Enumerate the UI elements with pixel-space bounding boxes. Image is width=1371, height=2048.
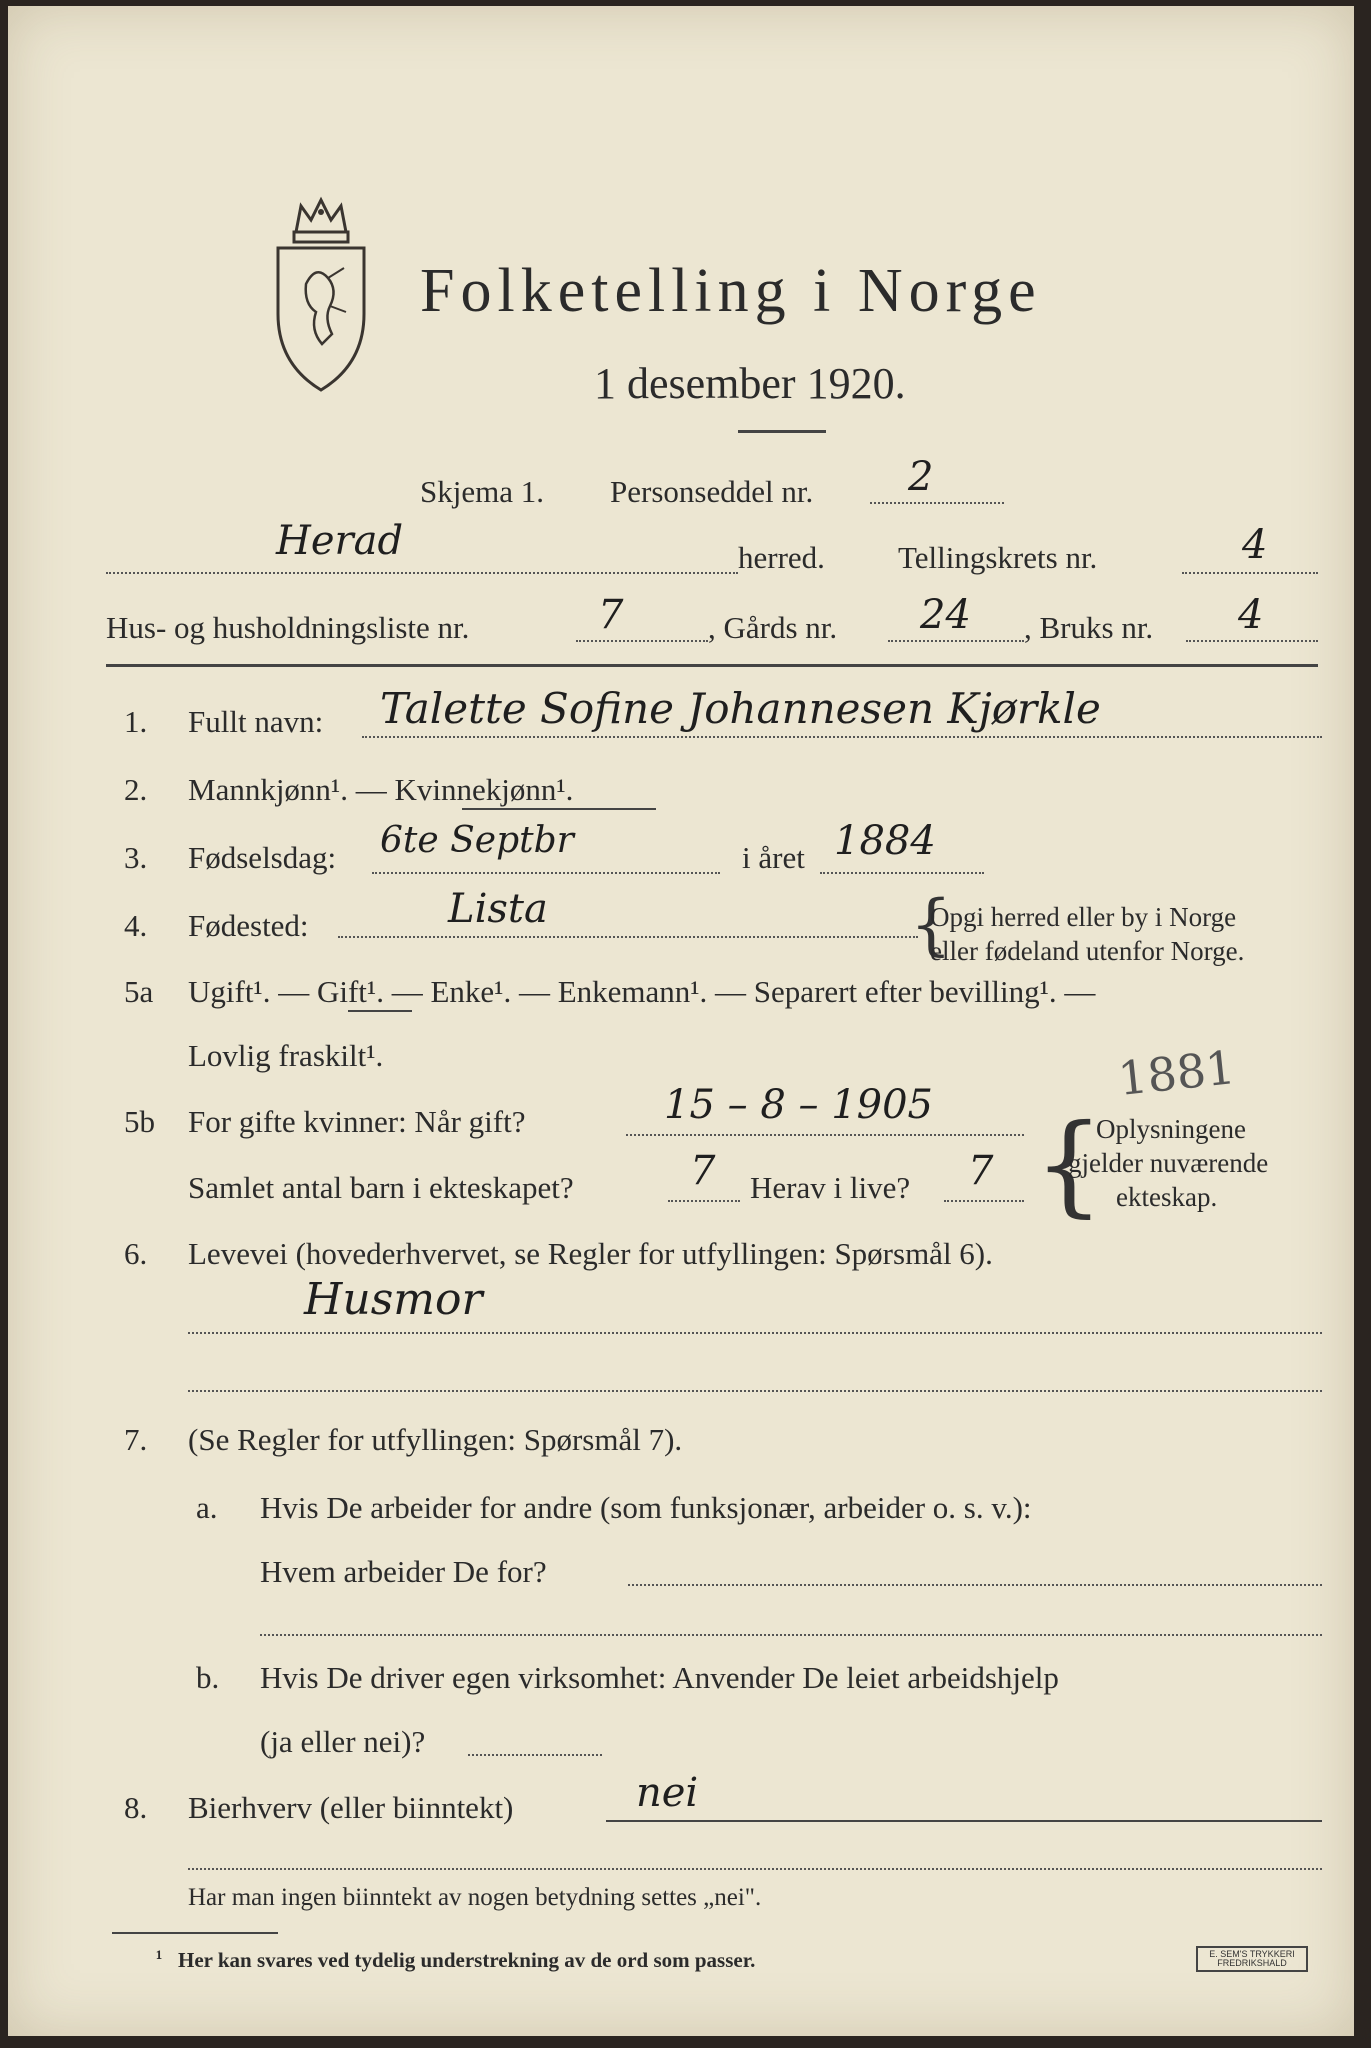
footnote-mark: ¹ (156, 1946, 163, 1970)
q7a-answer-line2 (260, 1634, 1322, 1636)
header-divider (106, 664, 1318, 667)
personseddel-value[interactable]: 2 (908, 454, 934, 500)
q8-side-income-value[interactable]: nei (636, 1770, 699, 1816)
q3-label: Fødselsdag: (188, 840, 337, 875)
q5b-alive-line (944, 1200, 1024, 1202)
q7a-letter: a. (196, 1490, 218, 1525)
herred-label: herred. (738, 540, 825, 575)
q8-answer-line (606, 1820, 1322, 1822)
q7b-letter: b. (196, 1660, 220, 1695)
q8-answer-line2 (188, 1868, 1322, 1870)
form-date: 1 desember 1920. (594, 359, 906, 408)
bruks-label: , Bruks nr. (1024, 610, 1154, 645)
hus-label: Hus- og husholdningsliste nr. (106, 610, 470, 645)
q8-number: 8. (124, 1790, 148, 1825)
herred-value[interactable]: Herad (276, 518, 404, 564)
tellingskrets-line (1182, 572, 1318, 574)
bruks-line (1186, 640, 1318, 642)
hus-value[interactable]: 7 (598, 592, 624, 638)
norwegian-coat-of-arms-icon (266, 194, 376, 394)
q6-line1 (188, 1332, 1322, 1334)
gards-line (888, 640, 1024, 642)
q5b-note-line2: gjelder nuværende (1068, 1148, 1269, 1178)
q1-full-name-value[interactable]: Talette Sofine Johannesen Kjørkle (380, 684, 1101, 733)
q7-number: 7. (124, 1422, 148, 1457)
personseddel-label: Personseddel nr. (610, 474, 814, 509)
schema-label: Skjema 1. (420, 474, 544, 509)
personseddel-line (870, 502, 1004, 504)
q1-label: Fullt navn: (188, 704, 324, 739)
q6-line2 (188, 1390, 1322, 1392)
q1-line (362, 736, 1322, 738)
footnote-divider (112, 1932, 278, 1934)
tellingskrets-value[interactable]: 4 (1242, 522, 1268, 568)
q4-brace: { (910, 886, 952, 963)
q4-note-line2: eller fødeland utenfor Norge. (930, 936, 1245, 966)
q7-label: (Se Regler for utfyllingen: Spørsmål 7). (188, 1422, 683, 1457)
q4-birthplace-value[interactable]: Lista (448, 886, 548, 932)
q4-note-line1: Opgi herred eller by i Norge (930, 902, 1237, 932)
tellingskrets-label: Tellingskrets nr. (898, 540, 1098, 575)
q5a-marital-options: Ugift¹. — Gift¹. — Enke¹. — Enkemann¹. — Separert efter bevilling¹. — (188, 974, 1096, 1009)
q4-label: Fødested: (188, 908, 309, 943)
q7a-answer-line1 (628, 1584, 1322, 1586)
q7a-line1: Hvis De arbeider for andre (som funksjonær, arbeider o. s. v.): (260, 1490, 1032, 1525)
q5b-alive-value[interactable]: 7 (968, 1148, 994, 1194)
gards-label: , Gårds nr. (708, 610, 838, 645)
census-form-page (8, 6, 1354, 2036)
q1-number: 1. (124, 704, 148, 739)
q6-number: 6. (124, 1236, 148, 1271)
q6-label: Levevei (hovederhvervet, se Regler for utfyllingen: Spørsmål 6). (188, 1236, 993, 1271)
q5b-alive-label: Herav i live? (750, 1170, 911, 1205)
q3-birthday-value[interactable]: 6te Septbr (380, 820, 574, 861)
q5a-line2: Lovlig fraskilt¹. (188, 1038, 384, 1073)
q3-year-label: i året (742, 840, 805, 875)
q3-line (372, 872, 720, 874)
q5b-married-label: For gifte kvinner: Når gift? (188, 1104, 526, 1139)
q5a-number: 5a (124, 974, 154, 1009)
printer-stamp: E. SEM'S TRYKKERI FREDRIKSHALD (1196, 1946, 1308, 1972)
herred-line (106, 572, 738, 574)
q5b-annotation: 1881 (1115, 1040, 1238, 1106)
q7b-line2: (ja eller nei)? (260, 1724, 426, 1759)
gards-value[interactable]: 24 (920, 592, 971, 638)
hus-line (576, 640, 708, 642)
q5b-children-line (668, 1200, 740, 1202)
q2-gender-options: Mannkjønn¹. — Kvinnekjønn¹. (188, 772, 574, 807)
q2-kvinnekjonn-underline (462, 808, 656, 810)
form-title: Folketelling i Norge (420, 257, 1042, 325)
q5b-brace: { (1034, 1100, 1104, 1228)
q5b-children-label: Samlet antal barn i ekteskapet? (188, 1170, 574, 1205)
title-divider (738, 430, 826, 433)
q5a-gift-underline (348, 1010, 412, 1012)
bruks-value[interactable]: 4 (1238, 592, 1264, 638)
q4-number: 4. (124, 908, 148, 943)
footnote-text: Her kan svares ved tydelig understrekning av de ord som passer. (178, 1948, 756, 1972)
q7b-answer-line (468, 1754, 602, 1756)
q5b-married-line (626, 1134, 1024, 1136)
q5b-married-value[interactable]: 15 – 8 – 1905 (664, 1082, 934, 1128)
q2-number: 2. (124, 772, 148, 807)
q7a-line2: Hvem arbeider De for? (260, 1554, 547, 1589)
q5b-children-value[interactable]: 7 (690, 1148, 716, 1194)
q4-line (338, 936, 918, 938)
footer-note: Har man ingen biinntekt av nogen betydning settes „nei". (188, 1884, 762, 1911)
q6-occupation-value[interactable]: Husmor (304, 1274, 483, 1325)
q3-year-line (820, 872, 984, 874)
q7b-line1: Hvis De driver egen virksomhet: Anvender De leiet arbeidshjelp (260, 1660, 1059, 1695)
q3-year-value[interactable]: 1884 (834, 818, 936, 864)
q5b-note-line1: Oplysningene (1096, 1114, 1246, 1144)
q3-number: 3. (124, 840, 148, 875)
q8-label: Bierhverv (eller biinntekt) (188, 1790, 514, 1825)
q5b-number: 5b (124, 1104, 155, 1139)
q5b-note-line3: ekteskap. (1116, 1182, 1218, 1212)
